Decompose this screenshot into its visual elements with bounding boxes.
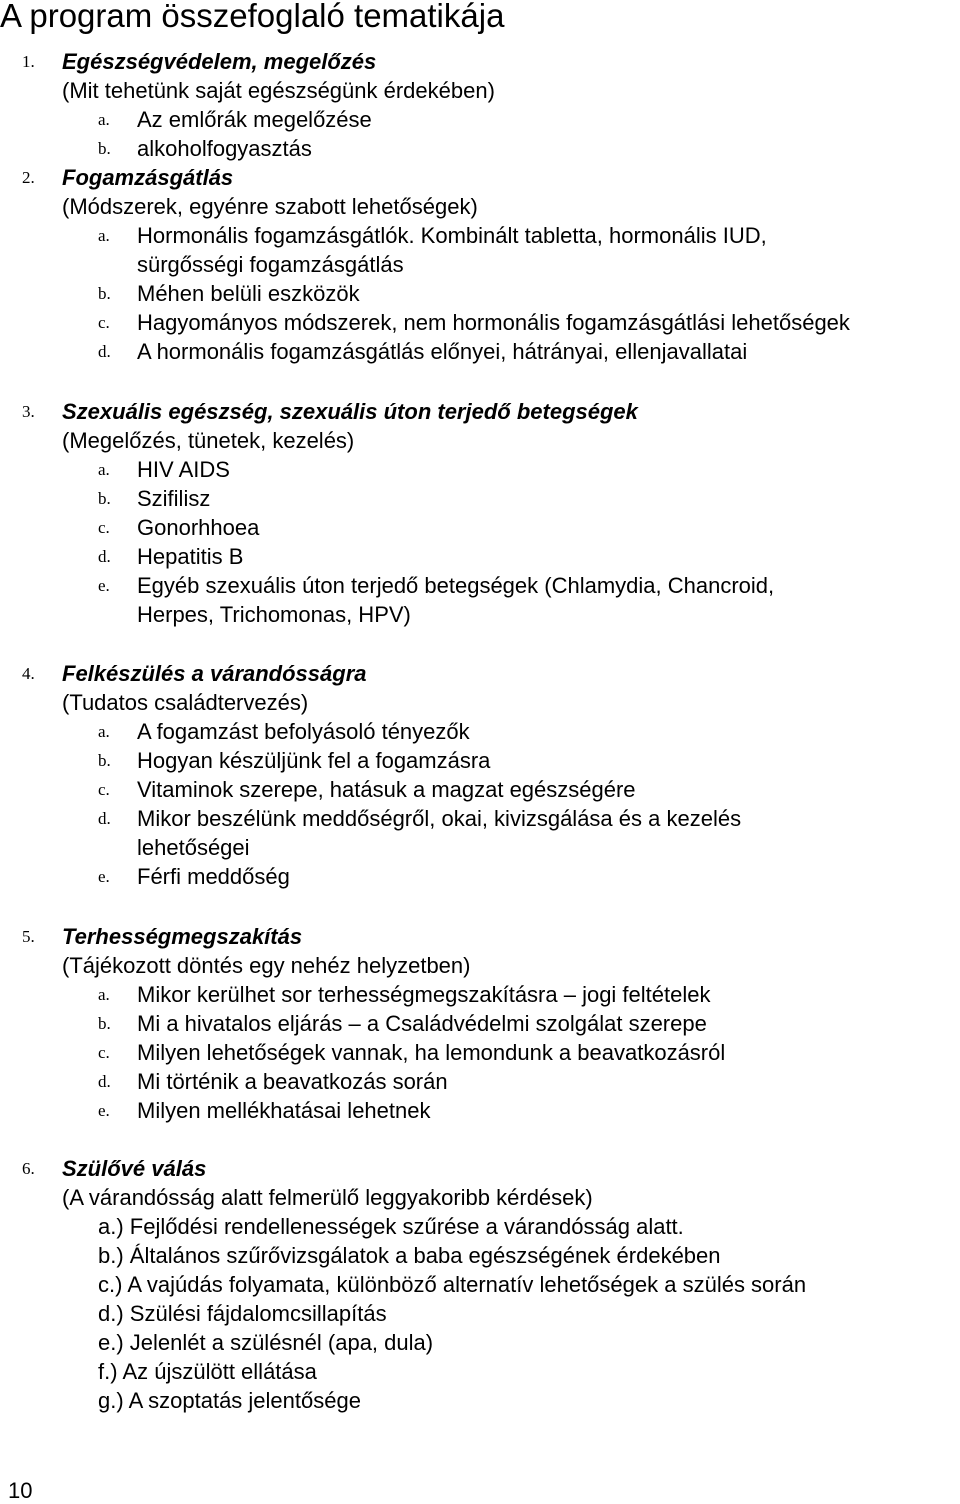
item-text: g.) A szoptatás jelentősége	[98, 1388, 361, 1413]
section-subtitle: (Tudatos családtervezés)	[62, 690, 309, 715]
item-text: Gonorhhoea	[137, 515, 260, 540]
item-letter: a.	[98, 110, 110, 129]
item-text: c.) A vajúdás folyamata, különböző alternatív lehetőségek a szülés során	[98, 1272, 807, 1297]
item-letter: a.	[98, 722, 110, 741]
item-text: e.) Jelenlét a szülésnél (apa, dula)	[98, 1330, 434, 1355]
page-number: 10	[8, 1478, 33, 1503]
item-text: alkoholfogyasztás	[137, 136, 312, 161]
item-text: Hepatitis B	[137, 544, 244, 569]
section-number: 2.	[22, 168, 35, 187]
item-letter: d.	[98, 809, 111, 828]
section-number: 4.	[22, 664, 35, 683]
item-text: f.) Az újszülött ellátása	[98, 1359, 317, 1384]
item-text: Hormonális fogamzásgátlók. Kombinált tabletta, hormonális IUD,	[137, 223, 767, 248]
item-letter: e.	[98, 867, 110, 886]
item-text: A hormonális fogamzásgátlás előnyei, hátrányai, ellenjavallatai	[137, 339, 748, 364]
item-text-continuation: sürgősségi fogamzásgátlás	[137, 252, 404, 277]
item-text: a.) Fejlődési rendellenességek szűrése a várandósság alatt.	[98, 1214, 684, 1239]
item-letter: b.	[98, 1014, 111, 1033]
item-letter: b.	[98, 489, 111, 508]
item-text: Mi a hivatalos eljárás – a Családvédelmi szolgálat szerepe	[137, 1011, 707, 1036]
item-letter: a.	[98, 226, 110, 245]
section-number: 5.	[22, 927, 35, 946]
section-heading: Egészségvédelem, megelőzés	[62, 49, 377, 74]
item-text: Mi történik a beavatkozás során	[137, 1069, 448, 1094]
item-text: Egyéb szexuális úton terjedő betegségek (Chlamydia, Chancroid,	[137, 573, 775, 598]
section-number: 3.	[22, 402, 35, 421]
section-heading: Fogamzásgátlás	[62, 165, 234, 190]
item-text: Szifilisz	[137, 486, 211, 511]
item-letter: a.	[98, 985, 110, 1004]
item-letter: a.	[98, 460, 110, 479]
section-heading: Szülővé válás	[62, 1156, 207, 1181]
item-letter: c.	[98, 313, 110, 332]
item-letter: b.	[98, 751, 111, 770]
section-subtitle: (Megelőzés, tünetek, kezelés)	[62, 428, 355, 453]
item-text: b.) Általános szűrővizsgálatok a baba egészségének érdekében	[98, 1243, 721, 1268]
item-text-continuation: Herpes, Trichomonas, HPV)	[137, 602, 411, 627]
item-text: Milyen mellékhatásai lehetnek	[137, 1098, 431, 1123]
section-heading: Szexuális egészség, szexuális úton terjedő betegségek	[62, 399, 638, 424]
section-number: 1.	[22, 52, 35, 71]
section-subtitle: (Mit tehetünk saját egészségünk érdekében)	[62, 78, 495, 103]
item-letter: b.	[98, 139, 111, 158]
section-subtitle: (Módszerek, egyénre szabott lehetőségek)	[62, 194, 478, 219]
item-text: Milyen lehetőségek vannak, ha lemondunk a beavatkozásról	[137, 1040, 726, 1065]
item-text: HIV AIDS	[137, 457, 230, 482]
item-letter: c.	[98, 780, 110, 799]
section-subtitle: (Tájékozott döntés egy nehéz helyzetben)	[62, 953, 471, 978]
section-number: 6.	[22, 1159, 35, 1178]
item-letter: d.	[98, 342, 111, 361]
item-text: Mikor beszélünk meddőségről, okai, kivizsgálása és a kezelés	[137, 806, 742, 831]
item-letter: e.	[98, 1101, 110, 1120]
item-text: d.) Szülési fájdalomcsillapítás	[98, 1301, 387, 1326]
item-text-continuation: lehetőségei	[137, 835, 250, 860]
item-letter: d.	[98, 1072, 111, 1091]
item-text: Férfi meddőség	[137, 864, 290, 889]
item-text: Az emlőrák megelőzése	[137, 107, 372, 132]
item-letter: d.	[98, 547, 111, 566]
item-letter: c.	[98, 1043, 110, 1062]
section-subtitle: (A várandósság alatt felmerülő leggyakoribb kérdések)	[62, 1185, 593, 1210]
item-letter: e.	[98, 576, 110, 595]
page-title: A program összefoglaló tematikája	[0, 0, 505, 34]
item-text: Méhen belüli eszközök	[137, 281, 360, 306]
item-text: Hogyan készüljünk fel a fogamzásra	[137, 748, 491, 773]
section-heading: Felkészülés a várandósságra	[62, 661, 367, 686]
item-letter: c.	[98, 518, 110, 537]
section-heading: Terhességmegszakítás	[62, 924, 303, 949]
item-text: Mikor kerülhet sor terhességmegszakításra – jogi feltételek	[137, 982, 711, 1007]
item-text: Vitaminok szerepe, hatásuk a magzat egészségére	[137, 777, 636, 802]
item-text: A fogamzást befolyásoló tényezők	[137, 719, 470, 744]
item-text: Hagyományos módszerek, nem hormonális fogamzásgátlási lehetőségek	[137, 310, 850, 335]
item-letter: b.	[98, 284, 111, 303]
